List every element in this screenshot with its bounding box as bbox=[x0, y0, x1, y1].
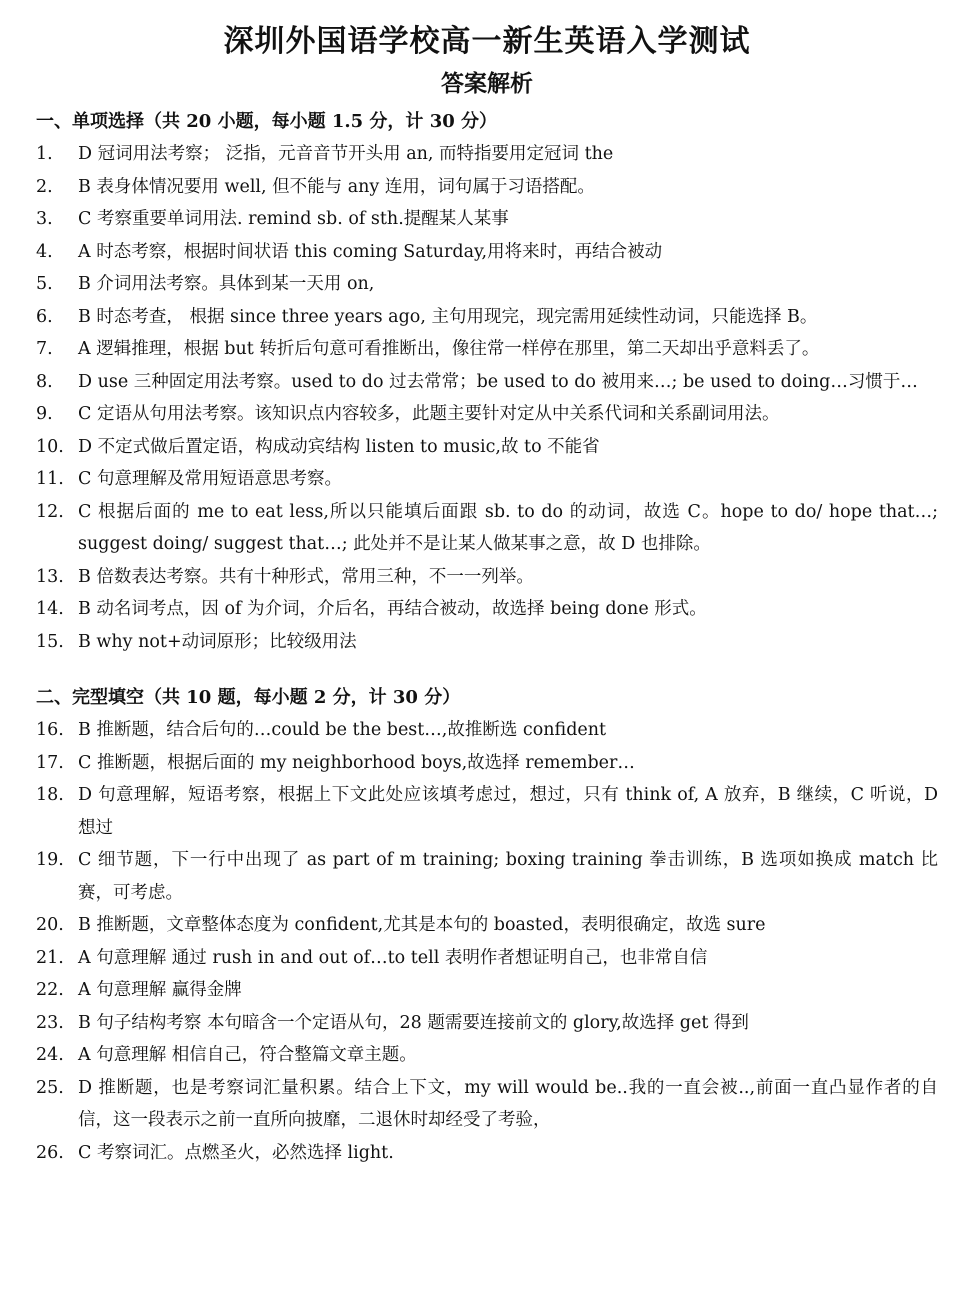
answer-item bbox=[36, 398, 938, 431]
answer-item bbox=[36, 561, 938, 594]
section-spacer bbox=[36, 658, 938, 678]
answer-item bbox=[36, 301, 938, 334]
answer-number: 11. bbox=[36, 469, 64, 489]
section-heading: 二、完型填空（共 10 题，每小题 2 分，计 30 分） bbox=[36, 687, 461, 708]
answer-item bbox=[36, 942, 938, 975]
answer-explanation: B 推断题，文章整体态度为 confident,尤其是本句的 boasted，表明很确定，故选 sure bbox=[78, 915, 766, 935]
answer-explanation: B 倍数表达考察。共有十种形式，常用三种，不一一列举。 bbox=[78, 566, 534, 587]
sections-container bbox=[36, 108, 938, 1169]
answer-item bbox=[36, 779, 938, 844]
answer-number: 14. bbox=[36, 599, 64, 619]
answer-explanation: B 动名词考点，因 of 为介词，介后名，再结合被动，故选择 being done 形式。 bbox=[78, 599, 707, 619]
answer-list bbox=[36, 714, 938, 1169]
answer-number: 20. bbox=[36, 915, 64, 935]
answer-number: 1. bbox=[36, 144, 53, 164]
answer-number: 9. bbox=[36, 404, 53, 424]
answer-number: 26. bbox=[36, 1142, 64, 1163]
answer-number: 4. bbox=[36, 241, 53, 262]
answer-item bbox=[36, 496, 938, 561]
answer-item bbox=[36, 463, 938, 496]
answer-explanation: B 时态考查， 根据 since three years ago, 主句用现完，现完需用延续性动词，只能选择 B。 bbox=[78, 306, 818, 327]
answer-explanation: D 句意理解，短语考察，根据上下文此处应该填考虑过，想过，只有 think of, A 放弃，B 继续，C 听说，D 想过 bbox=[78, 785, 938, 838]
answer-number: 2. bbox=[36, 176, 53, 197]
answer-number: 21. bbox=[36, 947, 64, 968]
answer-item bbox=[36, 366, 938, 399]
answer-item bbox=[36, 626, 938, 659]
answer-number: 25. bbox=[36, 1077, 64, 1098]
answer-explanation: A 句意理解 相信自己，符合整篇文章主题。 bbox=[78, 1045, 417, 1065]
answer-explanation: D 推断题，也是考察词汇量积累。结合上下文，my will would be..我的一直会被..,前面一直凸显作者的自信，这一段表示之前一直所向披靡，二退休时却经受了考验， bbox=[78, 1077, 938, 1130]
section-heading: 一、单项选择（共 20 小题，每小题 1.5 分，计 30 分） bbox=[36, 111, 498, 132]
answer-number: 19. bbox=[36, 850, 64, 870]
answer-item bbox=[36, 844, 938, 909]
answer-item bbox=[36, 974, 938, 1007]
answer-item bbox=[36, 203, 938, 236]
answer-item bbox=[36, 747, 938, 780]
answer-number: 16. bbox=[36, 720, 64, 740]
answer-explanation: C 句意理解及常用短语意思考察。 bbox=[78, 469, 342, 489]
answer-item bbox=[36, 236, 938, 269]
answer-number: 6. bbox=[36, 306, 53, 327]
answer-explanation: C 考察重要单词用法. remind sb. of sth.提醒某人某事 bbox=[78, 209, 509, 229]
answer-item bbox=[36, 268, 938, 301]
answer-item bbox=[36, 333, 938, 366]
answer-explanation: C 定语从句用法考察。该知识点内容较多，此题主要针对定从中关系代词和关系副词用法。 bbox=[78, 404, 780, 424]
answer-explanation: C 细节题，下一行中出现了 as part of m training; boxing training 拳击训练，B 选项如换成 match 比赛，可考虑。 bbox=[78, 850, 938, 903]
answer-explanation: A 句意理解 通过 rush in and out of…to tell 表明作者想证明自己，也非常自信 bbox=[78, 947, 708, 968]
answer-explanation: D use 三种固定用法考察。used to do 过去常常；be used to do 被用来…; be used to doing…习惯于… bbox=[78, 371, 918, 392]
answer-number: 8. bbox=[36, 371, 53, 392]
answer-number: 12. bbox=[36, 501, 64, 522]
answer-number: 15. bbox=[36, 631, 64, 652]
answer-item bbox=[36, 909, 938, 942]
answer-number: 22. bbox=[36, 980, 64, 1000]
answer-item bbox=[36, 431, 938, 464]
answer-number: 5. bbox=[36, 274, 53, 294]
answer-item bbox=[36, 1039, 938, 1072]
answer-explanation: A 逻辑推理，根据 but 转折后句意可看推断出，像往常一样停在那里，第二天却出乎意料丢了。 bbox=[78, 339, 820, 359]
answer-explanation: A 句意理解 赢得金牌 bbox=[78, 980, 242, 1000]
answer-number: 3. bbox=[36, 209, 53, 229]
answer-item bbox=[36, 714, 938, 747]
answer-explanation: B 推断题，结合后句的…could be the best…,故推断选 confident bbox=[78, 720, 607, 740]
answer-item bbox=[36, 1137, 938, 1170]
answer-number: 18. bbox=[36, 785, 64, 805]
answer-number: 17. bbox=[36, 752, 64, 773]
answer-explanation: D 冠词用法考察； 泛指，元音音节开头用 an, 而特指要用定冠词 the bbox=[78, 144, 614, 164]
answer-list bbox=[36, 138, 938, 658]
answer-item bbox=[36, 1072, 938, 1137]
answer-explanation: B 句子结构考察 本句暗含一个定语从句，28 题需要连接前文的 glory,故选择 get 得到 bbox=[78, 1012, 749, 1033]
answer-item bbox=[36, 171, 938, 204]
answer-explanation: B 表身体情况要用 well, 但不能与 any 连用，词句属于习语搭配。 bbox=[78, 176, 595, 197]
answer-explanation: C 推断题，根据后面的 my neighborhood boys,故选择 remember… bbox=[78, 752, 635, 773]
answer-explanation: A 时态考察，根据时间状语 this coming Saturday,用将来时，再结合被动 bbox=[78, 241, 663, 262]
answer-explanation: B 介词用法考察。具体到某一天用 on, bbox=[78, 274, 375, 294]
answer-number: 10. bbox=[36, 436, 64, 457]
answer-item bbox=[36, 593, 938, 626]
document-title: 深圳外国语学校高一新生英语入学测试 bbox=[223, 24, 751, 59]
answer-explanation: C 根据后面的 me to eat less,所以只能填后面跟 sb. to do 的动词，故选 C。hope to do/ hope that…; suggest doing/ suggest that…; 此处并不是让某人做某事之意，故 D 也排除。 bbox=[78, 501, 938, 554]
document-subtitle: 答案解析 bbox=[441, 70, 533, 97]
answer-number: 13. bbox=[36, 566, 64, 587]
answer-number: 23. bbox=[36, 1012, 64, 1033]
answer-explanation: D 不定式做后置定语，构成动宾结构 listen to music,故 to 不能省 bbox=[78, 436, 600, 457]
answer-number: 24. bbox=[36, 1045, 64, 1065]
answer-number: 7. bbox=[36, 339, 53, 359]
answer-explanation: C 考察词汇。点燃圣火，必然选择 light. bbox=[78, 1142, 394, 1163]
answer-item bbox=[36, 138, 938, 171]
answer-item bbox=[36, 1007, 938, 1040]
answer-explanation: B why not+动词原形；比较级用法 bbox=[78, 631, 357, 652]
